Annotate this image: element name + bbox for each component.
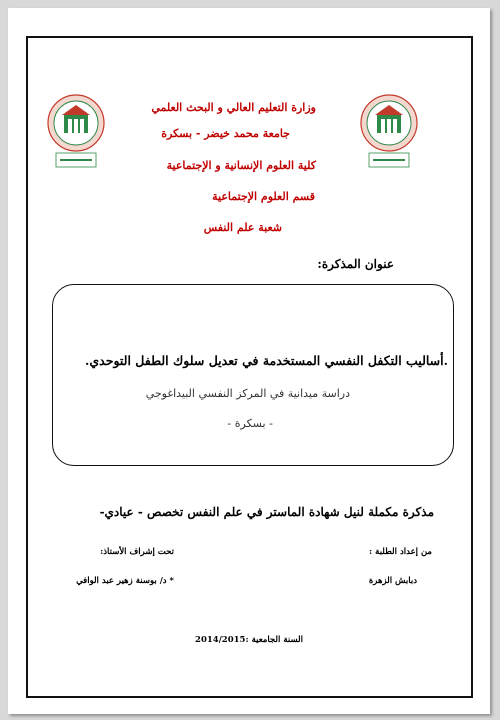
- university-logo-icon: [46, 91, 106, 175]
- student-name: دبابش الزهرة: [368, 576, 417, 586]
- document-page: [8, 8, 490, 714]
- university-name: جامعة محمد خيضر - بسكرة: [161, 127, 290, 140]
- academic-year: السنة الجامعية :2014/2015: [195, 635, 303, 645]
- supervisor-label: تحت إشراف الأستاذ:: [100, 547, 174, 557]
- degree-statement: مذكرة مكملة لنيل شهادة الماستر في علم النفس تخصص - عيادي-: [99, 505, 434, 519]
- title-box: [52, 284, 454, 466]
- memo-city: - بسكرة -: [227, 417, 273, 430]
- faculty-name: كلية العلوم الإنسانية و الإجتماعية: [166, 159, 316, 172]
- memo-subtitle: دراسة ميدانية في المركز النفسي البيداغوجي: [145, 387, 350, 400]
- supervisor-name: * د/ بوسنة زهير عبد الوافي: [76, 576, 174, 586]
- university-logo-icon: [359, 91, 419, 175]
- student-label: من إعداد الطلبة :: [369, 547, 432, 557]
- memo-title-label: عنوان المذكرة:: [317, 257, 394, 271]
- branch-name: شعبة علم النفس: [203, 221, 282, 234]
- ministry-name: وزارة التعليم العالي و البحث العلمي: [151, 101, 316, 114]
- memo-title: .أساليب التكفل النفسي المستخدمة في تعديل سلوك الطفل التوحدي.: [85, 353, 448, 368]
- department-name: قسم العلوم الإجتماعية: [212, 190, 315, 203]
